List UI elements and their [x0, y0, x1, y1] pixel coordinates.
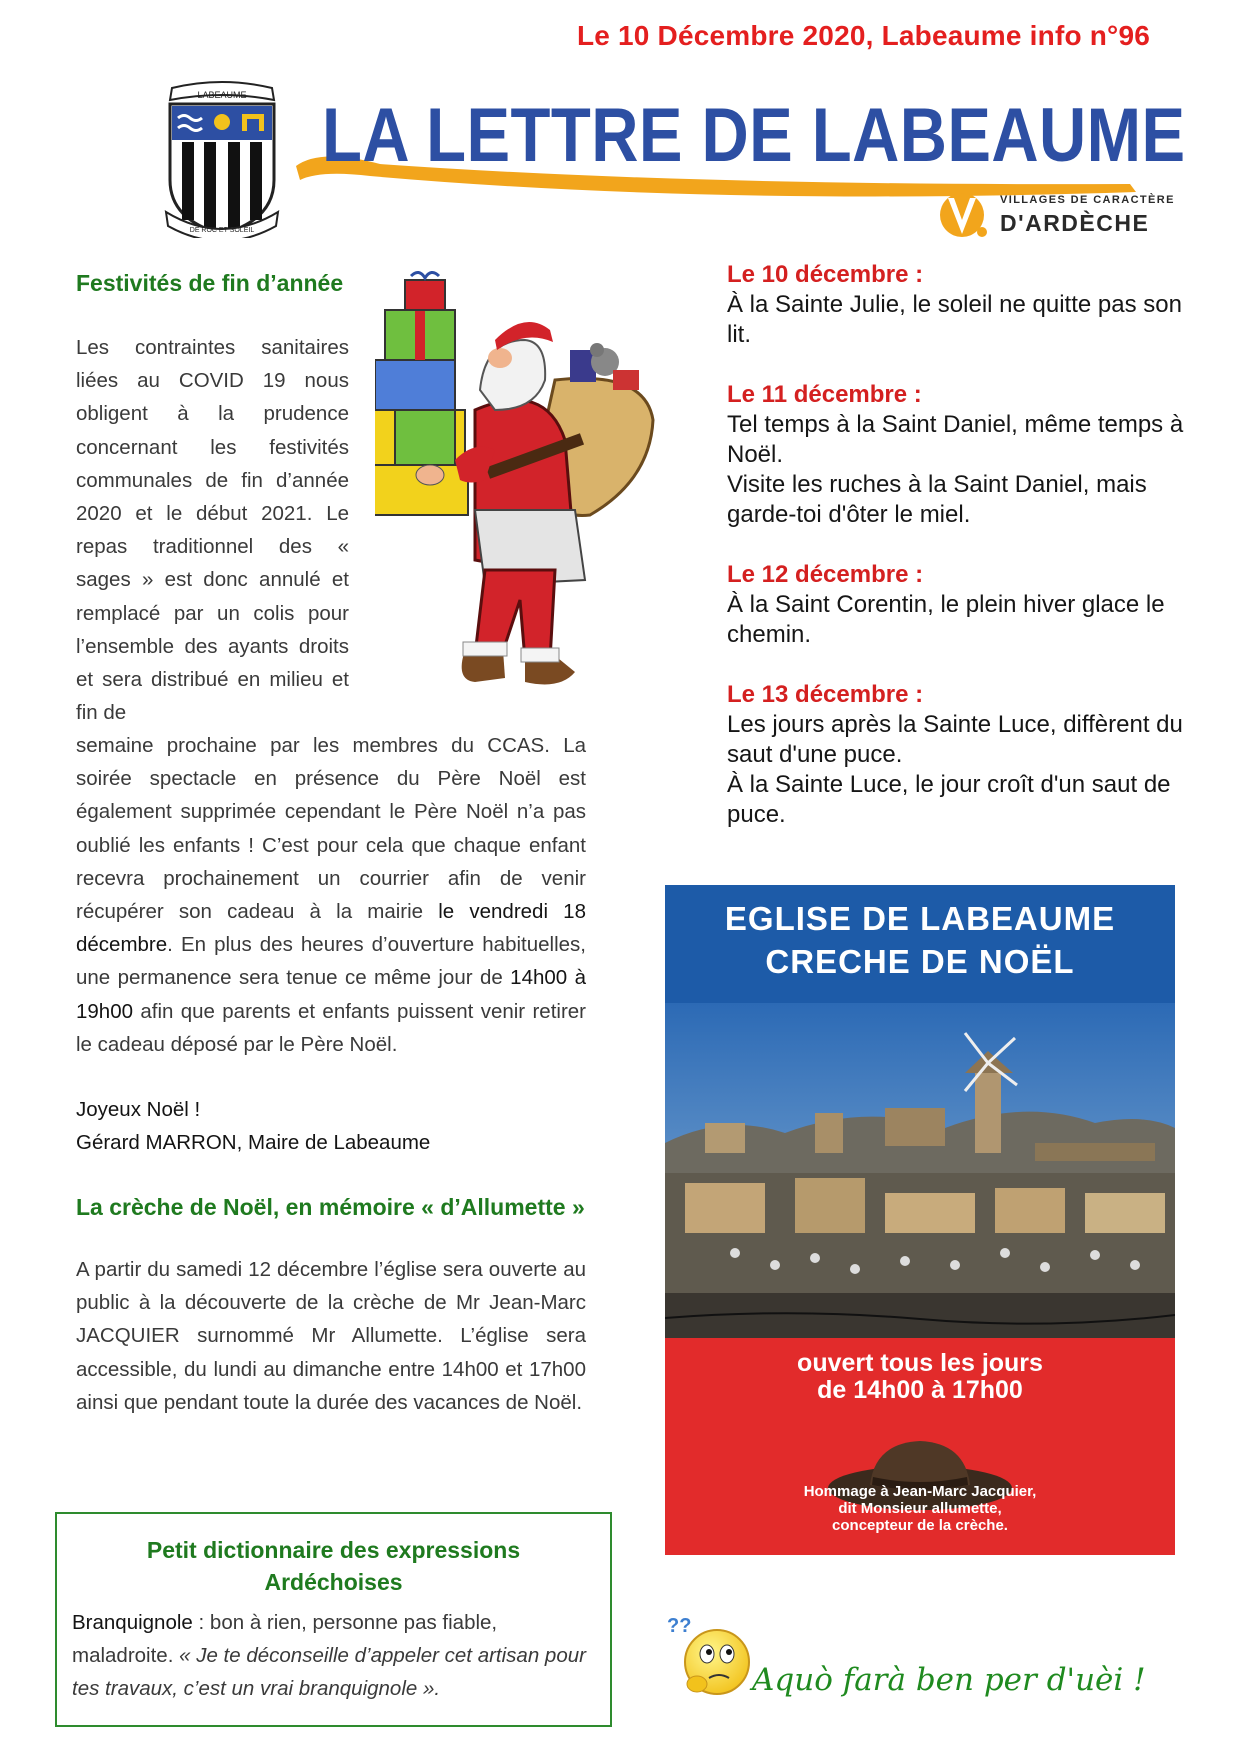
saying-line: Les jours après la Sainte Luce, diffèrent du saut d'une puce. [727, 711, 1183, 768]
creche-photo-icon [665, 1003, 1175, 1338]
greeting: Joyeux Noël ! [76, 1098, 201, 1121]
festivites-signoff [76, 1093, 576, 1159]
creche-title: La crèche de Noël, en mémoire « d’Allumette » [76, 1194, 585, 1220]
saying-line: À la Sainte Julie, le soleil ne quitte pas son lit. [727, 291, 1182, 348]
crest-bottom-text: DE ROC ET SOLEIL [189, 227, 255, 234]
poster-hommage-line2: dit Monsieur allumette, [838, 1500, 1002, 1517]
creche-body: A partir du samedi 12 décembre l’église sera ouverte au public à la découverte de la crèche de Mr Jean-Marc JACQUIER surnommé Mr Allumette. L’église sera accessible, du lundi au dimanche entre 14h00 et 17h00 ainsi que pendant toute la durée des vacances de Noël. [76, 1258, 586, 1414]
saying-12-dec [727, 560, 1187, 650]
saying-line: À la Saint Corentin, le plein hiver glace le chemin. [727, 591, 1165, 648]
poster-hours [665, 1350, 1175, 1404]
saying-line: À la Sainte Luce, le jour croît d'un saut de puce. [727, 771, 1171, 828]
poster-title-line1: EGLISE DE LABEAUME [724, 900, 1116, 937]
masthead-title: LA LETTRE DE LABEAUME [322, 93, 1186, 178]
occitan-phrase: Aquò farà ben per d'uèi ! [752, 1662, 1146, 1698]
dictionary-title-line1: Petit dictionnaire des expressions [146, 1537, 521, 1563]
dictionary-title [57, 1534, 610, 1598]
partner-small-text: VILLAGES DE CARACTÈRE [1000, 194, 1175, 206]
dictionary-term: Branquignole [72, 1611, 193, 1634]
saying-date: Le 13 décembre : [727, 681, 924, 708]
partner-big-text: D'ARDÈCHE [1000, 210, 1150, 236]
creche-poster [665, 885, 1175, 1555]
festivites-title: Festivités de fin d’année [76, 270, 344, 296]
poster-hours-line1: ouvert tous les jours [797, 1349, 1043, 1377]
dictionary-title-line2: Ardéchoises [264, 1569, 403, 1595]
signature: Gérard MARRON, Maire de Labeaume [76, 1131, 431, 1154]
crest-top-text: LABEAUME [197, 90, 247, 100]
smiley-question-marks: ?? [667, 1615, 692, 1637]
festivites-hours-highlight: 14h00 à 19h00 [76, 966, 586, 1023]
thinking-smiley-icon [665, 1612, 760, 1702]
festivites-text-c: afin que parents et enfants puissent venir retirer le cadeau déposé par le Père Noël. [76, 999, 586, 1056]
poster-hommage-line1: Hommage à Jean-Marc Jacquier, [803, 1483, 1037, 1500]
festivites-date-highlight: le vendredi 18 décembre [76, 900, 586, 957]
dictionary-definition: : bon à rien, personne pas fiable, maladroite. [72, 1611, 498, 1667]
festivites-text-a: semaine prochaine par les membres du CCAS. La soirée spectacle en présence du Père Noël est également supprimée cependant le Père Noël n’a pas oublié les enfants ! C’est pour cela que chaque enfant recevra prochainement un courrier afin de venir récupérer son cadeau à la mairie [76, 734, 586, 924]
festivites-body-part1: Les contraintes sanitaires liées au COVID 19 nous obligent à la prudence concernant les festivités communales de fin d’année 2020 et le début 2021. Le repas traditionnel des « sages » est donc annulé et remplacé par un colis pour l’ensemble des ayants droits et sera distribué en milieu et fin de [76, 336, 349, 725]
issue-line: Le 10 Décembre 2020, Labeaume info n°96 [576, 20, 1150, 51]
saying-10-dec [727, 260, 1187, 350]
festivites-body-part2 [76, 729, 586, 1061]
poster-title [665, 897, 1175, 983]
dictionary-example: « Je te déconseille d’appeler cet artisan pour tes travaux, c’est un vrai branquignole ». [72, 1644, 586, 1700]
saying-date: Le 12 décembre : [727, 561, 924, 588]
labeaume-crest-icon [158, 80, 286, 238]
dictionary-box [55, 1512, 612, 1727]
dictionary-entry [72, 1606, 602, 1705]
santa-claus-illustration-icon [375, 270, 665, 710]
saints-sayings [727, 260, 1187, 860]
poster-title-line2: CRECHE DE NOËL [765, 943, 1075, 980]
saying-11-dec [727, 380, 1187, 530]
poster-hours-line2: de 14h00 à 17h00 [817, 1376, 1023, 1404]
festivites-text-b: . En plus des heures d’ouverture habituelles, une permanence sera tenue ce même jour de [76, 933, 586, 990]
poster-hommage-line3: concepteur de la crèche. [832, 1517, 1008, 1534]
poster-hommage [665, 1483, 1175, 1534]
saying-line: Visite les ruches à la Saint Daniel, mais garde-toi d'ôter le miel. [727, 471, 1147, 528]
saying-line: Tel temps à la Saint Daniel, même temps à Noël. [727, 411, 1184, 468]
saying-date: Le 10 décembre : [727, 261, 924, 288]
saying-date: Le 11 décembre : [727, 381, 922, 408]
saying-13-dec [727, 680, 1187, 830]
